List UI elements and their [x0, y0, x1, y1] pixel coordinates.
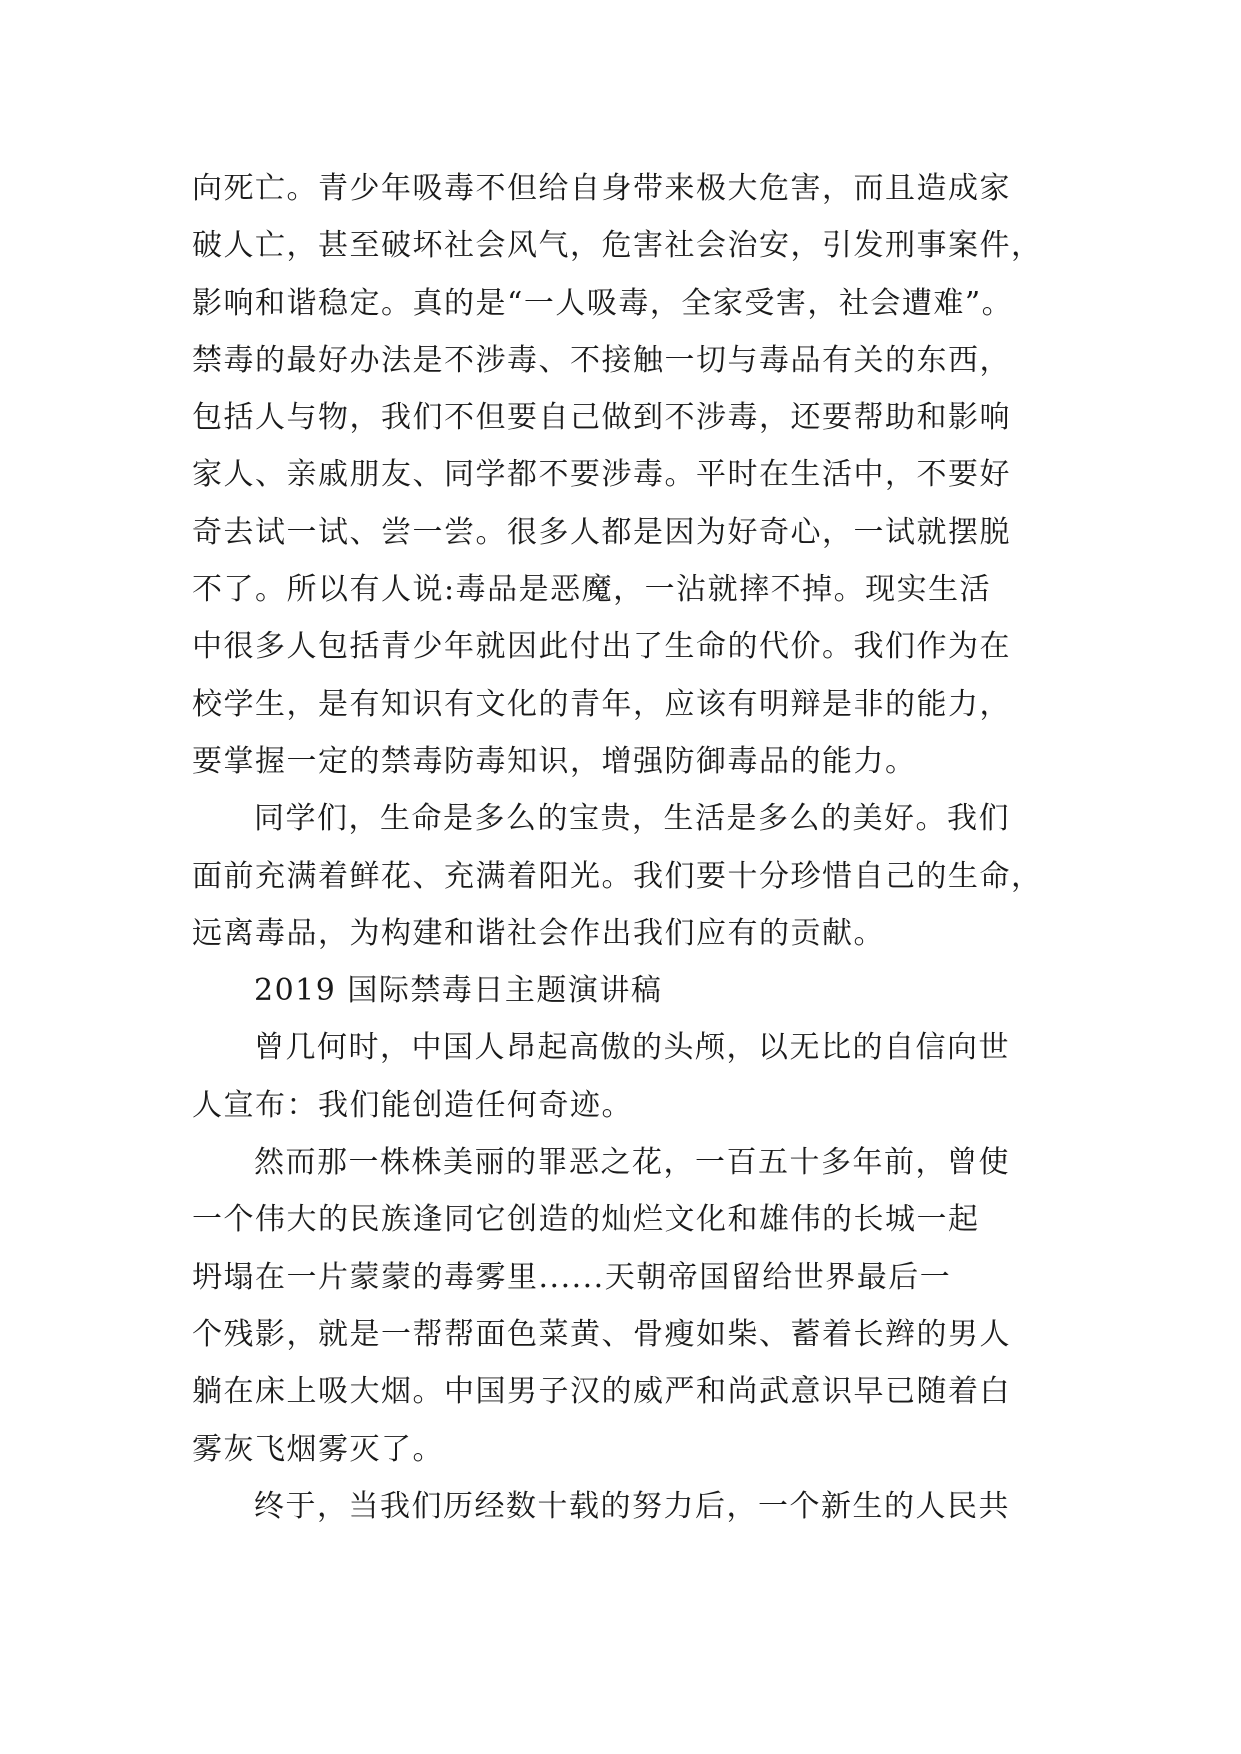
- text-line: 远离毒品，为构建和谐社会作出我们应有的贡献。: [192, 915, 885, 951]
- text-line: 家人、亲戚朋友、同学都不要涉毒。平时在生活中，不要好: [192, 457, 1011, 493]
- text-line: 一个伟大的民族逢同它创造的灿烂文化和雄伟的长城一起: [192, 1202, 980, 1238]
- text-line: 雾灰飞烟雾灭了。: [192, 1431, 444, 1467]
- text-line: 个残影，就是一帮帮面色菜黄、骨瘦如柴、蓄着长辫的男人: [192, 1316, 1011, 1352]
- section-title: 2019 国际禁毒日主题演讲稿: [254, 973, 663, 1009]
- paragraph-first-line: 曾几何时，中国人昂起高傲的头颅，以无比的自信向世: [254, 1030, 1010, 1066]
- document-body: [192, 160, 1062, 1535]
- text-line: 影响和谐稳定。真的是“一人吸毒，全家受害，社会遭难”。: [192, 285, 1014, 321]
- text-line: 奇去试一试、尝一尝。很多人都是因为好奇心，一试就摆脱: [192, 514, 1011, 550]
- text-line: 破人亡，甚至破坏社会风气，危害社会治安，引发刑事案件，: [192, 228, 1043, 264]
- text-line: 中很多人包括青少年就因此付出了生命的代价。我们作为在: [192, 629, 1011, 665]
- text-line: 包括人与物，我们不但要自己做到不涉毒，还要帮助和影响: [192, 400, 1011, 436]
- paragraph-first-line: 然而那一株株美丽的罪恶之花，一百五十多年前，曾使: [254, 1145, 1010, 1181]
- paragraph-first-line: 同学们，生命是多么的宝贵，生活是多么的美好。我们: [254, 801, 1010, 837]
- text-line: 向死亡。青少年吸毒不但给自身带来极大危害，而且造成家: [192, 171, 1011, 206]
- text-line: 校学生，是有知识有文化的青年，应该有明辩是非的能力，: [192, 686, 1011, 722]
- text-line: 人宣布：我们能创造任何奇迹。: [192, 1087, 633, 1123]
- text-line: 坍塌在一片蒙蒙的毒雾里......天朝帝国留给世界最后一: [192, 1259, 952, 1295]
- text-line: 禁毒的最好办法是不涉毒、不接触一切与毒品有关的东西，: [192, 342, 1011, 378]
- text-line: 不了。所以有人说:毒品是恶魔，一沾就摔不掉。现实生活: [192, 572, 992, 608]
- text-line: 面前充满着鲜花、充满着阳光。我们要十分珍惜自己的生命，: [192, 858, 1043, 894]
- text-line: 要掌握一定的禁毒防毒知识，增强防御毒品的能力。: [192, 743, 917, 779]
- paragraph-first-line: 终于，当我们历经数十载的努力后，一个新生的人民共: [254, 1488, 1010, 1524]
- text-line: 躺在床上吸大烟。中国男子汉的威严和尚武意识早已随着白: [192, 1374, 1011, 1410]
